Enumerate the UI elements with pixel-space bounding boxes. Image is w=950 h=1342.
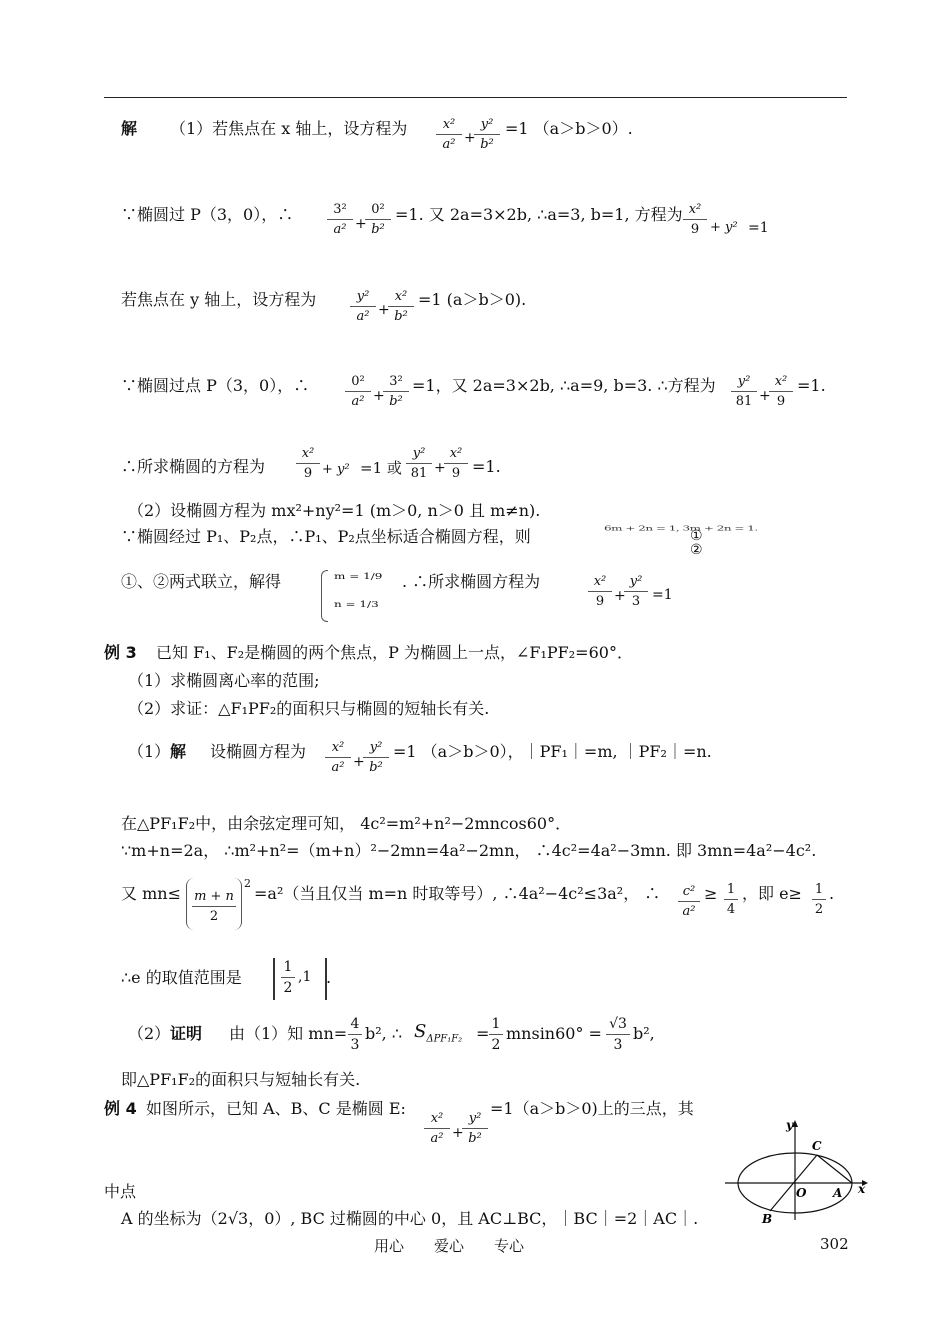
solution-line5: ∴所求椭圆的方程为 (121, 457, 266, 476)
frac-x2-9: $\frac{\text{x²}}{9}$ (296, 447, 320, 480)
frac-x2-9: $\frac{\text{x²}}{9}$ (769, 375, 793, 408)
solution-line8-mid: . ∴所求椭圆方程为 (402, 572, 541, 591)
solution-m-value: m = 1/9 (334, 571, 383, 582)
origin-label: O (796, 1186, 807, 1200)
plus-y2: + y² (322, 462, 350, 477)
frac-4-3: $\frac{4}{3}$ (348, 1017, 362, 1052)
example3-question2: （2）求证：△F₁PF₂的面积只与椭圆的短轴长有关. (128, 699, 490, 718)
frac-y2-81: $\frac{\text{y²}}{81}$ (731, 375, 757, 408)
left-brace (321, 570, 328, 622)
ellipse-figure (720, 1115, 870, 1225)
solution-line4: ∵椭圆过点 P（3，0），∴ (121, 376, 310, 395)
frac-y2-b2: $\frac{\text{y²}}{\text{b²}}$ (474, 118, 500, 151)
circle-2: ② (690, 542, 703, 558)
example4-label: 例 4 (104, 1099, 137, 1118)
ex3-conclusion: 即△PF₁F₂的面积只与短轴长有关. (121, 1070, 361, 1089)
point-c-label: C (812, 1139, 822, 1153)
ex3-proof-line: 由（1）知 mn= (229, 1024, 348, 1043)
frac-y2-b2: $\frac{\text{y²}}{\text{b²}}$ (363, 741, 389, 774)
frac-c2-a2: $\frac{\text{c²}}{\text{a²}}$ (678, 885, 700, 918)
example4-text2: =1（a＞b＞0)上的三点，其 (490, 1099, 694, 1118)
frac-1-2: $\frac{1}{2}$ (281, 960, 295, 995)
ex3-sol-line2: 在△PF₁F₂中，由余弦定理可知， 4c²=m²+n²−2mncos60°． (121, 814, 572, 833)
ex3-sol-line5: ∴e 的取值范围是 (121, 968, 242, 987)
example3-text: 已知 F₁、F₂是椭圆的两个焦点，P 为椭圆上一点，∠F₁PF₂=60°． (156, 643, 633, 662)
solution-line2: ∵椭圆过 P（3，0），∴ (121, 205, 294, 224)
ex3-proof-label: 证明 (170, 1024, 203, 1043)
ex3-proof-part: （2） (128, 1024, 171, 1043)
equation-system-garbled: 6m + 2n = 1, 3m + 2n = 1. (604, 524, 758, 533)
solution-line1-end: =1 （a＞b＞0）. (505, 119, 633, 138)
plus-y2: + y² (710, 220, 738, 235)
ex3-sol-line4-mid: =a²（当且仅当 m=n 时取等号）, ∴4a²−4c²≤3a²， ∴ (254, 884, 661, 903)
frac-9-b2: $\frac{\text{3²}}{\text{b²}}$ (383, 375, 409, 408)
footer-slogan: 用心 爱心 专心 (374, 1237, 525, 1255)
frac-1-2: $\frac{1}{2}$ (812, 883, 826, 916)
interval-end: ,1 (298, 969, 312, 985)
geq-sign: ≥ (704, 884, 718, 903)
solution-line5-mid: =1 或 (360, 459, 402, 477)
solution-line7: ∵椭圆经过 P₁、P₂点，∴P₁、P₂点坐标适合椭圆方程，则 (121, 527, 531, 546)
frac-x2-9: $\frac{\text{x²}}{9}$ (444, 447, 468, 480)
point-a-label: A (833, 1186, 843, 1200)
area-symbol: $S_{\Delta PF_1F_2}$ (414, 1021, 463, 1045)
page-number: 302 (820, 1235, 849, 1253)
jie-label: 解 (121, 119, 138, 138)
ex3-sol-line3: ∵m+n=2a， ∴m²+n²=（m+n）²−2mn=4a²−2mn， ∴4c²=4a²−3mn. 即 3mn=4a²−4c². (121, 841, 817, 860)
plus-sign: + (353, 754, 365, 770)
frac-0-b2: $\frac{\text{0²}}{\text{b²}}$ (365, 203, 391, 236)
solution-line3: 若焦点在 y 轴上，设方程为 (121, 290, 317, 309)
period: . (326, 968, 332, 987)
solution-line5-end: =1. (472, 457, 501, 476)
frac-x2-9: $\frac{\text{x²}}{9}$ (588, 575, 612, 608)
frac-y2-b2: $\frac{\text{y²}}{\text{b²}}$ (462, 1112, 488, 1145)
ex3-sol-line1-end: =1 （a＞b＞0），｜PF₁｜=m, ｜PF₂｜=n. (393, 742, 712, 761)
exponent-2: 2 (244, 877, 251, 890)
x-label: x (858, 1182, 866, 1196)
ex3-sol-line4-e: ，即 e≥ (742, 884, 802, 903)
solution-line2-mid: =1. 又 2a=3×2b, ∴a=3, b=1, 方程为 (395, 205, 683, 224)
frac-y2-81: $\frac{\text{y²}}{81}$ (406, 447, 432, 480)
plus-sign: + (759, 388, 771, 404)
solution-n-value: n = 1/3 (334, 599, 379, 610)
frac-sqrt3-3: $\frac{√3}{3}$ (606, 1017, 630, 1052)
frac-y2-a2: $\frac{\text{y²}}{\text{a²}}$ (350, 290, 376, 323)
ex3-proof-mid: b², ∴ (365, 1024, 403, 1043)
solution-line6: （2）设椭圆方程为 mx²+ny²=1 (m＞0, n＞0 且 m≠n). (128, 501, 541, 520)
example3-label: 例 3 (104, 643, 137, 662)
example3-question1: （1）求椭圆离心率的范围; (128, 671, 320, 690)
plus-sign: + (452, 1125, 464, 1141)
solution-line2-end: =1 (748, 220, 769, 236)
solution-line1: （1）若焦点在 x 轴上，设方程为 (170, 119, 408, 138)
example4-text4: A 的坐标为（2√3，0）, BC 过椭圆的中心 0，且 AC⊥BC，｜BC｜=2｜AC｜. (121, 1209, 699, 1228)
period: . (829, 884, 835, 903)
frac-mn-2: $\frac{m + n}{2}$ (192, 890, 236, 923)
ex3-jie-label: 解 (170, 742, 187, 761)
frac-x2-a2: $\frac{\text{x²}}{\text{a²}}$ (436, 118, 462, 151)
solution-line3-end: =1 (a＞b＞0). (418, 290, 527, 309)
solution-line4-mid: =1，又 2a=3×2b, ∴a=9, b=3. ∴方程为 (412, 376, 716, 395)
example4-text3: 中点 (104, 1182, 137, 1201)
y-label: y (786, 1118, 793, 1132)
frac-x2-a2: $\frac{\text{x²}}{\text{a²}}$ (325, 741, 351, 774)
frac-9-a2: $\frac{\text{3²}}{\text{a²}}$ (327, 203, 353, 236)
ex3-sol-line4: 又 mn≤ (121, 884, 181, 903)
header-rule (104, 97, 847, 98)
ex3-proof-mnsin: mnsin60° = (506, 1024, 602, 1043)
plus-sign: + (614, 588, 626, 604)
point-b-label: B (762, 1212, 773, 1225)
circle-1: ① (690, 528, 703, 544)
plus-sign: + (378, 302, 390, 318)
solution-line4-end: =1. (797, 376, 826, 395)
ex3-sol-part1: （1） (128, 742, 171, 761)
plus-sign: + (373, 388, 385, 404)
solution-line8-end: =1 (652, 587, 673, 603)
frac-1-2: $\frac{1}{2}$ (489, 1017, 503, 1052)
ex3-proof-end: b², (633, 1024, 655, 1043)
frac-1-4: $\frac{1}{4}$ (724, 883, 738, 916)
plus-sign: + (434, 460, 446, 476)
frac-0-a2: $\frac{\text{0²}}{\text{a²}}$ (345, 375, 371, 408)
frac-x2-9: $\frac{\text{x²}}{9}$ (683, 203, 707, 236)
frac-x2-b2: $\frac{\text{x²}}{\text{b²}}$ (388, 290, 414, 323)
plus-sign: + (355, 216, 367, 232)
solution-line8: ①、②两式联立，解得 (121, 572, 282, 591)
equals: = (476, 1024, 490, 1043)
segment-ac (817, 1155, 852, 1183)
frac-x2-a2: $\frac{\text{x²}}{\text{a²}}$ (424, 1112, 450, 1145)
frac-y2-3: $\frac{\text{y²}}{3}$ (624, 575, 648, 608)
plus-sign: + (464, 130, 476, 146)
example4-text1: 如图所示，已知 A、B、C 是椭圆 E: (146, 1099, 406, 1118)
ex3-sol-line1: 设椭圆方程为 (210, 742, 307, 761)
